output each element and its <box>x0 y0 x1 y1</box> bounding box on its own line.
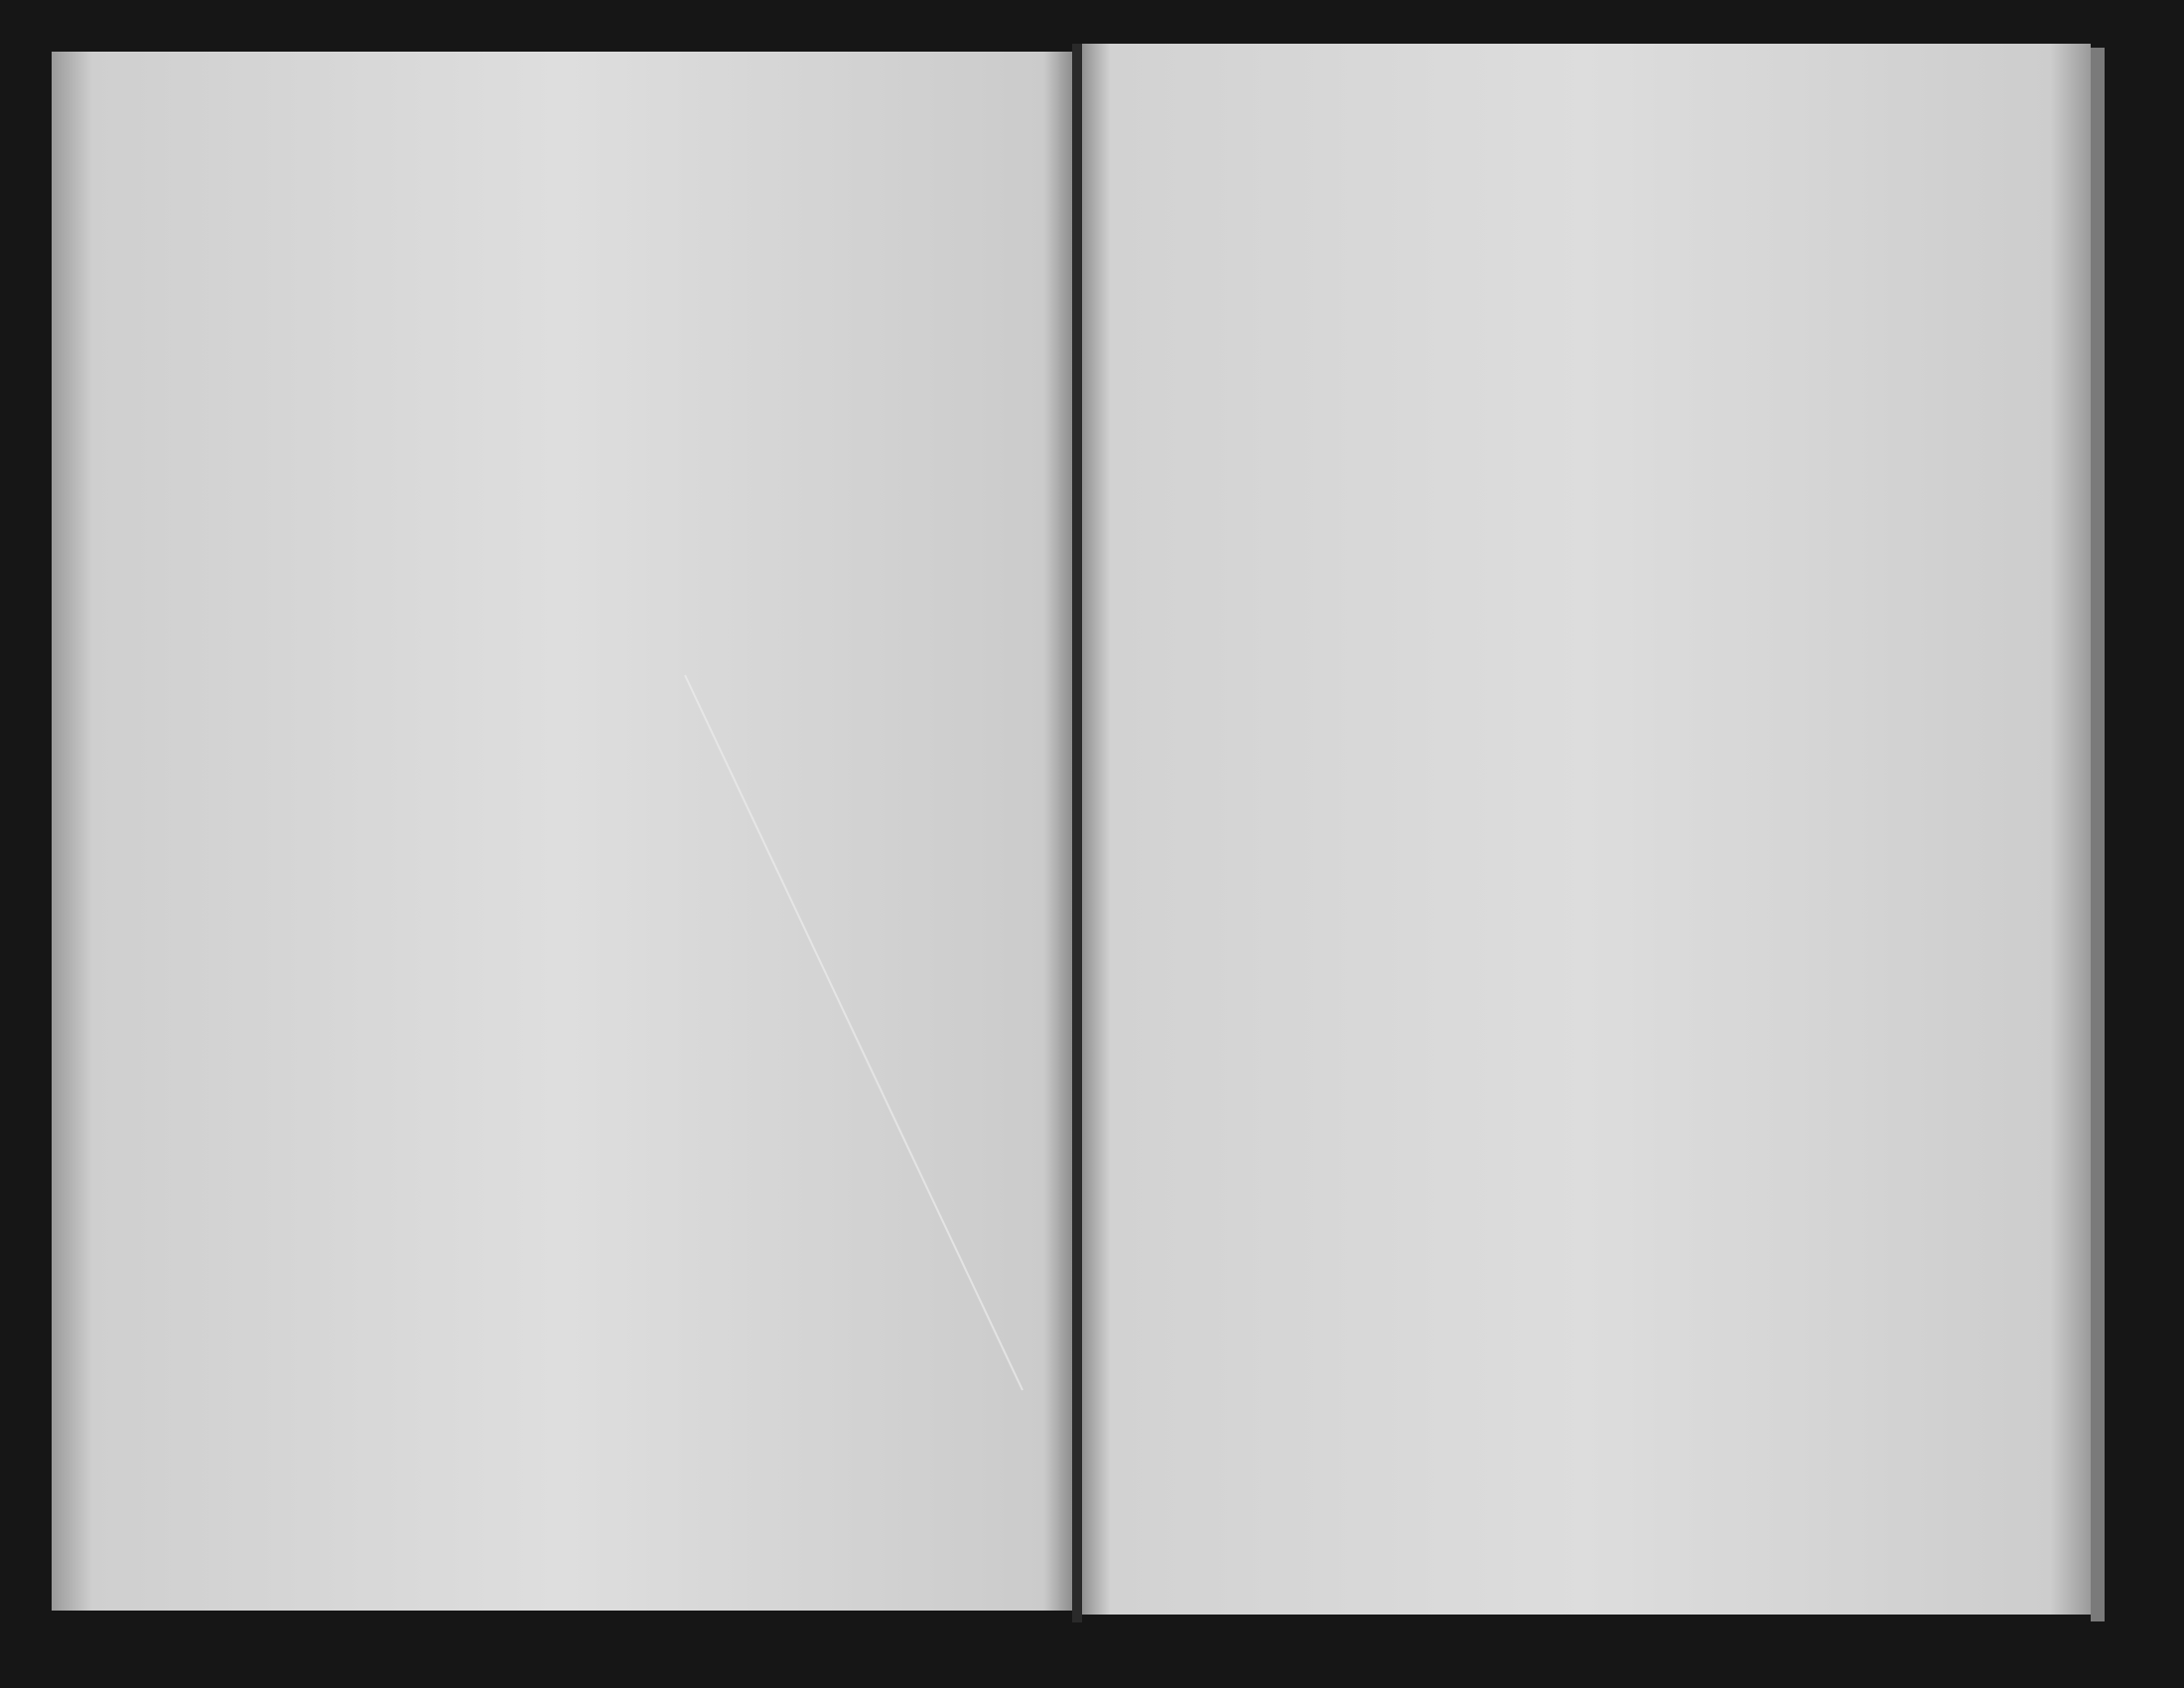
book-gutter <box>1072 44 1082 1622</box>
left-page <box>52 52 1074 1611</box>
page-edges <box>2091 48 2105 1621</box>
right-page <box>1080 44 2091 1615</box>
